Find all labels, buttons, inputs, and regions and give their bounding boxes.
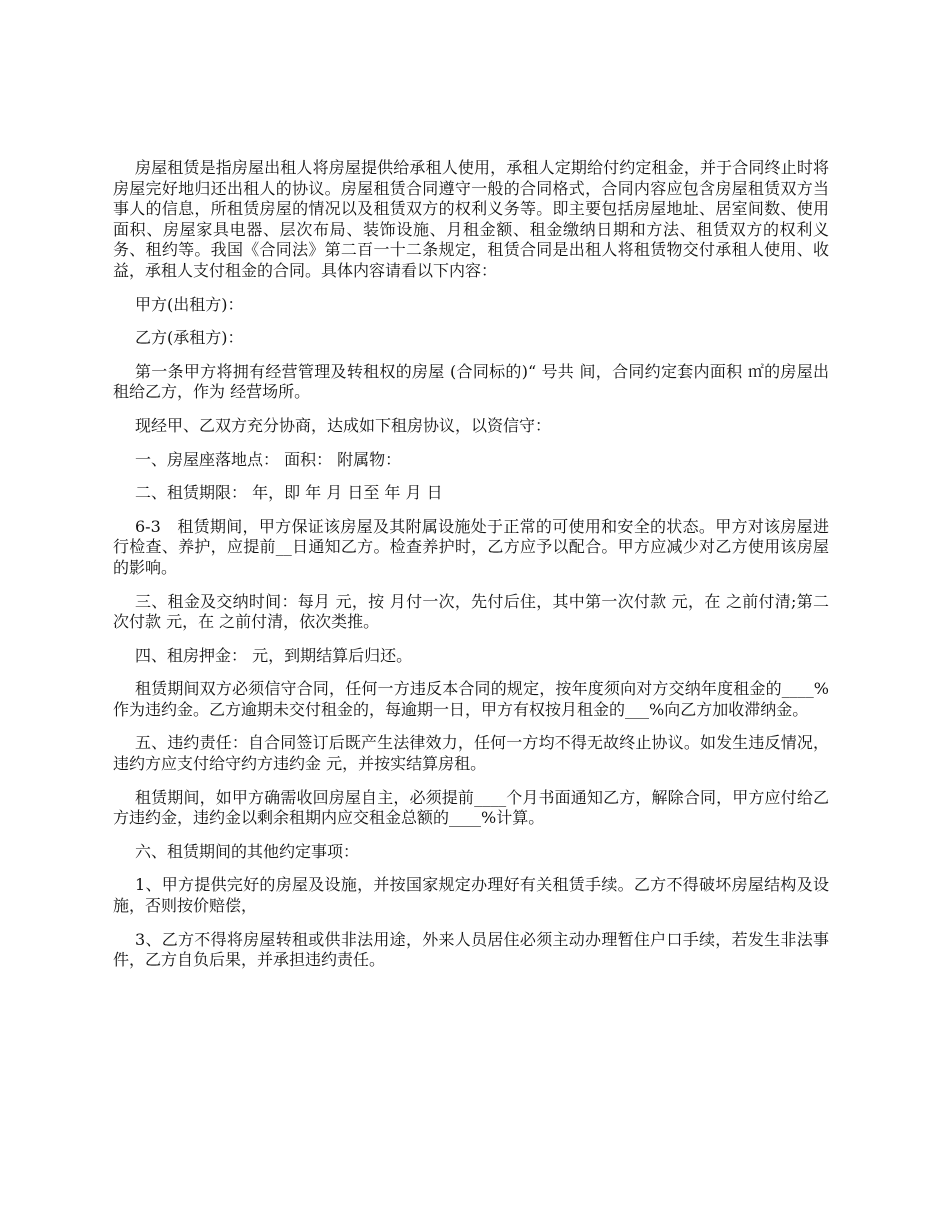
agreement-statement: 现经甲、乙双方充分协商，达成如下租房协议，以资信守：: [135, 415, 552, 435]
section-breach: 五、违约责任：自合同签订后既产生法律效力，任何一方均不得无故终止协议。如发生违反情况，违约方应支付给守约方违约金 元，并按实结算房租。: [113, 733, 829, 774]
section-deposit: 四、租房押金： 元，到期结算后归还。: [135, 645, 413, 665]
intro-paragraph: 房屋租赁是指房屋出租人将房屋提供给承租人使用，承租人定期给付约定租金，并于合同终止时将房屋完好地归还出租人的协议。房屋租赁合同遵守一般的合同格式，合同内容应包含房屋租赁双方当事人的信息，所租赁房屋的情况以及租赁双方的权利义务等。即主要包括房屋地址、居室间数、使用面积、房屋家具电器、层次布局、装饰设施、月租金额、租金缴纳日期和方法、租赁双方的权利义务、租约等。我国《合同法》第二百一十二条规定，租赁合同是出租人将租赁物交付承租人使用、收益，承租人支付租金的合同。具体内容请看以下内容：: [113, 158, 829, 280]
section-location: 一、房屋座落地点： 面积： 附属物：: [135, 449, 402, 469]
clause-early-termination: 租赁期间，如甲方确需收回房屋自主，必须提前____个月书面通知乙方，解除合同，甲方应付给乙方违约金，违约金以剩余租期内应交租金总额的____%计算。: [113, 787, 829, 828]
article-one-paragraph: 第一条甲方将拥有经营管理及转租权的房屋 (合同标的)“ 号共 间，合同约定套内面积 ㎡的房屋出租给乙方，作为 经营场所。: [113, 361, 829, 402]
party-a-line: 甲方(出租方)：: [135, 294, 244, 314]
section-lease-term: 二、租赁期限： 年，即 年 月 日至 年 月 日: [135, 483, 443, 503]
document-body: [113, 158, 829, 984]
clause-penalty: 租赁期间双方必须信守合同，任何一方违反本合同的规定，按年度须向对方交纳年度租金的____%作为违约金。乙方逾期未交付租金的，每逾期一日，甲方有权按月租金的___%向乙方加收滞纳金。: [113, 679, 829, 719]
party-b-line: 乙方(承租方)：: [135, 328, 244, 348]
section-rent-payment: 三、租金及交纳时间：每月 元，按 月付一次，先付后住，其中第一次付款 元，在 之前付清;第二次付款 元，在 之前付清，依次类推。: [113, 591, 829, 632]
term-item-1: 1、甲方提供完好的房屋及设施，并按国家规定办理好有关租赁手续。乙方不得破坏房屋结构及设施，否则按价赔偿，: [113, 875, 829, 916]
section-other-terms: 六、租赁期间的其他约定事项：: [135, 841, 360, 861]
clause-maintenance: 6-3 租赁期间，甲方保证该房屋及其附属设施处于正常的可使用和安全的状态。甲方对该房屋进行检查、养护，应提前__日通知乙方。检查养护时，乙方应予以配合。甲方应减少对乙方使用该房屋的影响。: [113, 516, 829, 577]
term-item-3: 3、乙方不得将房屋转租或供非法用途，外来人员居住必须主动办理暂住户口手续，若发生非法事件，乙方自负后果，并承担违约责任。: [113, 929, 829, 970]
